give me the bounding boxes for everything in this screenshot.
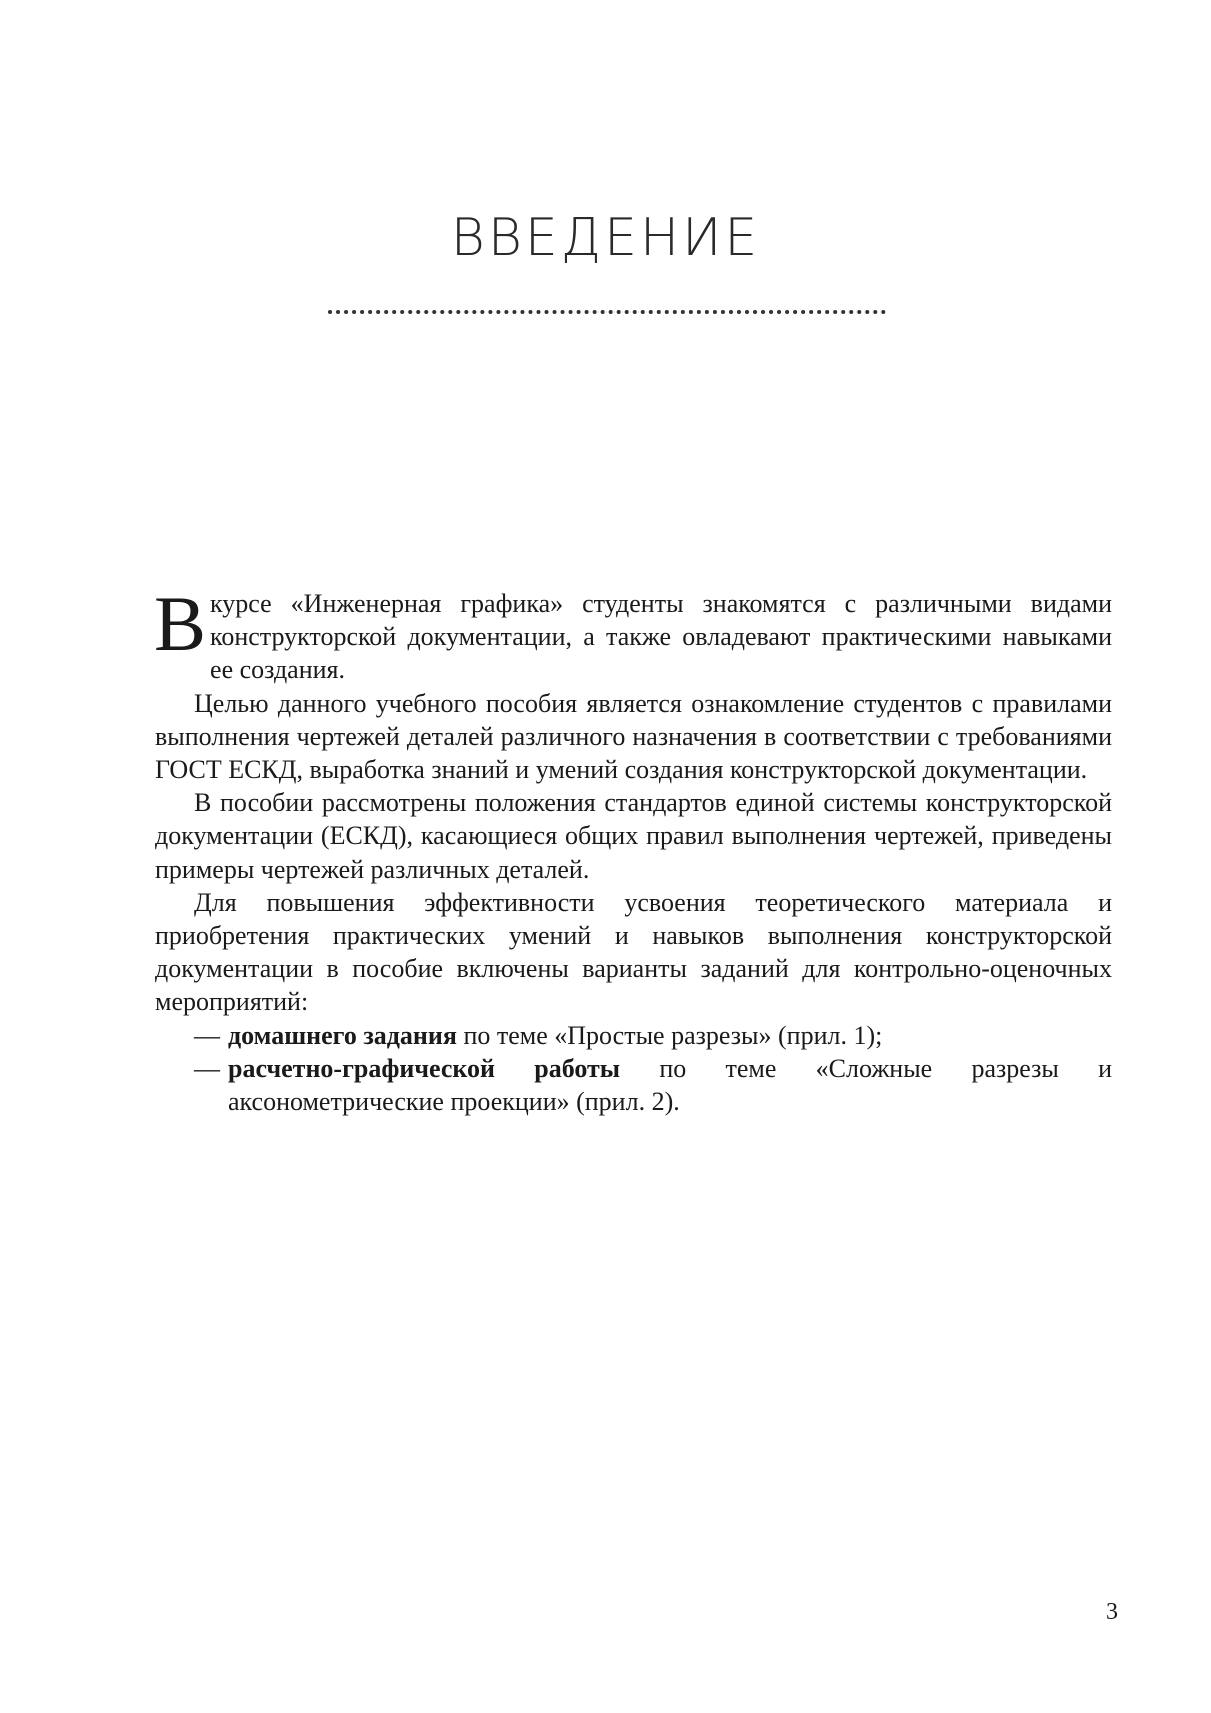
paragraph-intro-text: курсе «Инженерная графика» студенты знакомятся с различными видами конструкторской документации, а также овладевают практическими навыками ее создания. — [210, 589, 1112, 685]
chapter-title: ВВЕДЕНИЕ — [450, 208, 761, 268]
list-dash: — — [194, 1020, 220, 1050]
list-item — [194, 1019, 1112, 1052]
paragraph-tasks: Для повышения эффективности усвоения теоретического материала и приобретения практических умений и навыков выполнения конструкторской документации в пособие включены варианты заданий для контрольно-оценочных мероприятий: — [155, 887, 1112, 1017]
paragraph-intro — [154, 580, 1112, 687]
list-item-text: по теме «Простые разрезы» (прил. 1); — [456, 1020, 883, 1050]
paragraph-goal: Целью данного учебного пособия является ознакомление студентов с правилами выполнения чертежей деталей различного назначения в соответствии с требованиями ГОСТ ЕСКД, выработка знаний и умений создания конструкторской документации. — [155, 688, 1112, 785]
page-number: 3 — [1106, 1599, 1118, 1625]
list-item-text: по теме «Сложные разрезы и аксонометрические проекции» (прил. 2). — [228, 1053, 1113, 1117]
task-list — [155, 1019, 1112, 1119]
list-item — [194, 1052, 1112, 1118]
list-item-bold: расчетно-графической работы — [228, 1053, 621, 1083]
list-dash: — — [194, 1053, 220, 1083]
list-item-bold: домашнего задания — [228, 1020, 457, 1050]
title-dotted-rule — [328, 310, 886, 314]
body-text — [154, 580, 1113, 1118]
drop-cap: В — [154, 580, 207, 667]
paragraph-contents: В пособии рассмотрены положения стандартов единой системы конструкторской документации (ЕСКД), касающиеся общих правил выполнения чертежей, приведены примеры чертежей различных деталей. — [155, 788, 1112, 884]
